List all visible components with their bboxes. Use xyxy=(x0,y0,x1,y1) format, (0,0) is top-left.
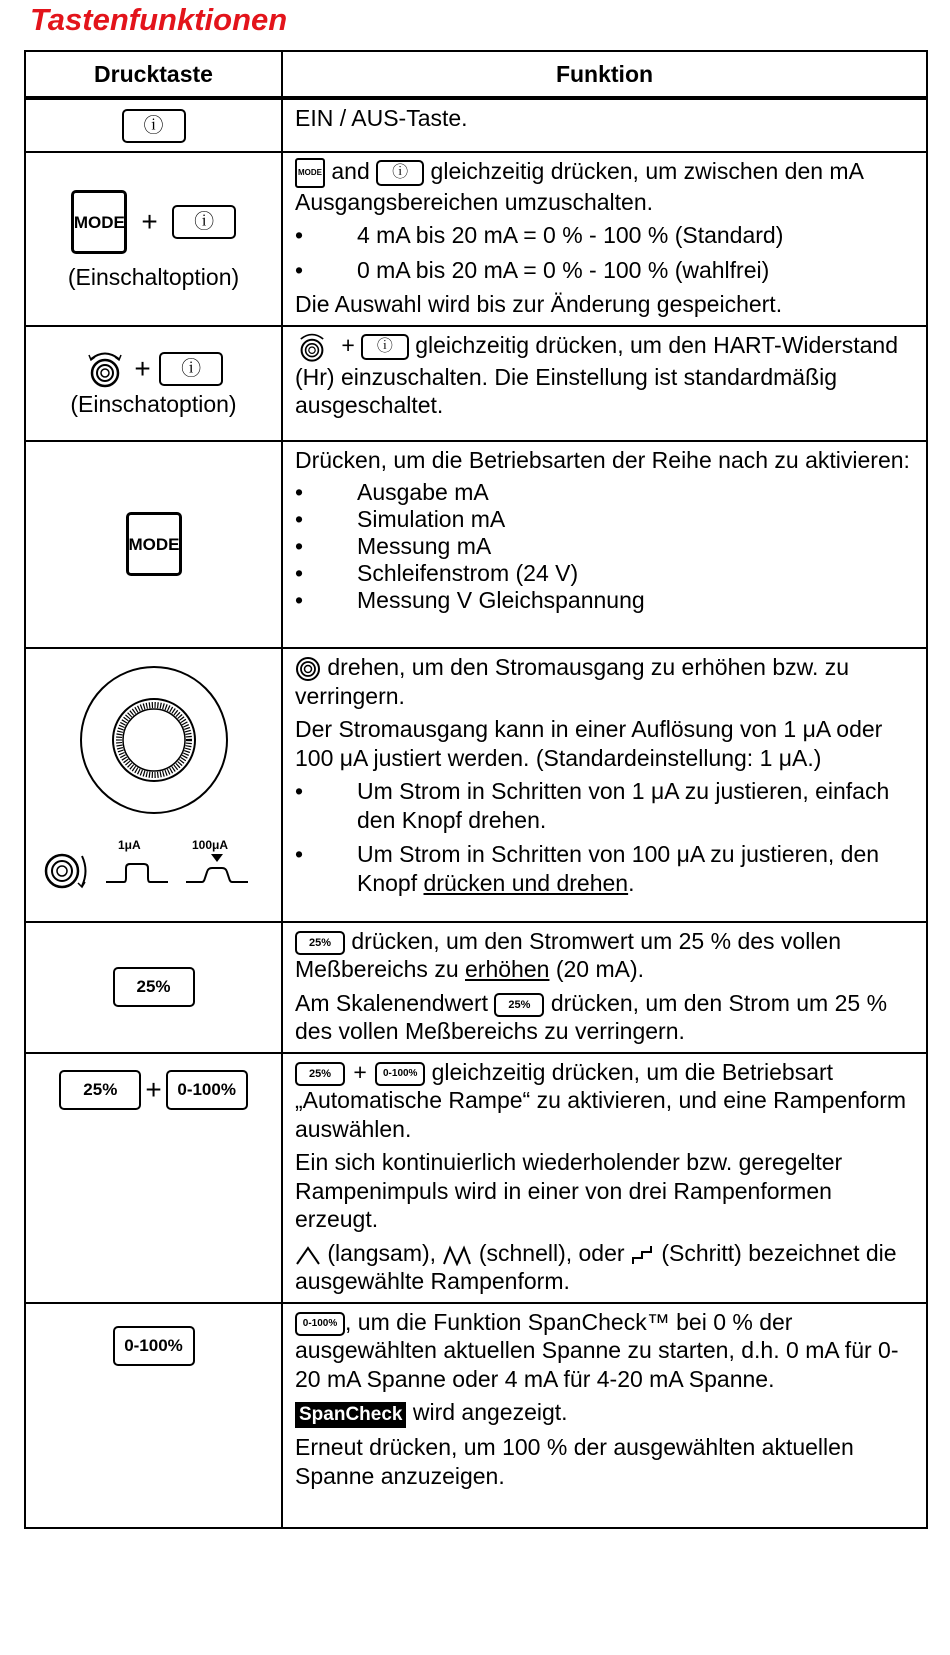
list-item: • Simulation mA xyxy=(295,506,914,533)
row2-text: gleichzeitig drücken, um zwischen den mA Ausgangsbereichen umzuschalten. xyxy=(295,158,863,215)
key-cell xyxy=(25,922,282,1053)
row7-p2: Ein sich kontinuierlich wiederholender bzw. geregelter Rampenimpuls wird in einer von drei Rampenformen erzeugt. xyxy=(295,1149,843,1233)
list-item: • Um Strom in Schritten von 1 μA zu justieren, einfach den Knopf drehen. xyxy=(295,777,914,834)
power-key-inline: ⓘ xyxy=(361,334,409,360)
rotary-knob-icon xyxy=(84,349,126,389)
power-key: ⓘ xyxy=(172,205,236,239)
row7-p1: gleichzeitig drücken, um die Betriebsart „Automatische Rampe“ zu aktivieren, und eine Rampenform auswählen. xyxy=(295,1058,907,1142)
plus-sign: + xyxy=(353,1058,367,1085)
row1-text: EIN / AUS-Taste. xyxy=(295,105,468,131)
row6-p2-b: drücken, um den Strom um 25 % des vollen Meßbereichs zu verringern. xyxy=(295,989,888,1045)
function-cell xyxy=(282,1053,927,1303)
row6-p1-b: (20 mA). xyxy=(549,956,645,983)
key-cell xyxy=(25,1303,282,1528)
function-cell xyxy=(282,922,927,1053)
row5-b2-underlined: drücken und drehen xyxy=(423,869,629,896)
plus-sign: + xyxy=(141,206,158,238)
row6-p1-underlined: erhöhen xyxy=(465,956,550,983)
row7-p3-end: bezeichnet die ausgewählte Rampenform. xyxy=(295,1239,897,1295)
plus-sign: + xyxy=(341,332,355,358)
row2-footer: Die Auswahl wird bis zur Änderung gespeichert. xyxy=(295,291,783,318)
row2-and: and xyxy=(325,158,377,184)
list-item: • 0 mA bis 20 mA = 0 % - 100 % (wahlfrei) xyxy=(295,256,914,285)
pct-25-key: 25% xyxy=(59,1070,141,1110)
pct-25-key-inline: 25% xyxy=(295,1062,345,1086)
function-cell xyxy=(282,326,927,441)
function-cell xyxy=(282,441,927,648)
mode-key: MODE xyxy=(71,190,127,254)
mode-key: MODE xyxy=(126,512,182,576)
page-title: Tastenfunktionen xyxy=(30,2,288,37)
list-item xyxy=(295,840,914,897)
function-cell xyxy=(282,98,927,152)
table-row xyxy=(25,1303,927,1528)
header-drucktaste: Drucktaste xyxy=(25,51,282,98)
row5-p1: drehen, um den Stromausgang zu erhöhen bzw. zu verringern. xyxy=(295,653,850,709)
row6-p1-a: drücken, um den Stromwert um 25 % des vollen Meßbereichs zu xyxy=(295,927,842,983)
plus-sign: + xyxy=(134,352,151,384)
power-key: ⓘ xyxy=(159,352,223,386)
table-row xyxy=(25,1053,927,1303)
key-cell xyxy=(25,98,282,152)
key-cell xyxy=(25,648,282,922)
power-key-inline: ⓘ xyxy=(376,160,424,186)
row3-text: gleichzeitig drücken, um den HART-Widerstand (Hr) einzuschalten. Die Einstellung ist standardmäßig ausgeschaltet. xyxy=(295,332,899,419)
range-0-100-key: 0-100% xyxy=(113,1326,195,1366)
range-0-100-key-inline: 0-100% xyxy=(375,1062,425,1086)
pct-25-key: 25% xyxy=(113,967,195,1007)
power-key: ⓘ xyxy=(122,109,186,143)
ramp-slow-icon xyxy=(295,1244,321,1266)
function-cell xyxy=(282,648,927,922)
row8-p1: , um die Funktion SpanCheck™ bei 0 % der ausgewählten aktuellen Spanne zu starten, d.h. 0 mA für 0-20 mA Spanne oder 4 mA für 4-20 mA Spanne. xyxy=(295,1308,899,1392)
list-item: • Messung mA xyxy=(295,533,914,560)
option-caption: (Einschaltoption) xyxy=(67,264,240,291)
table-row xyxy=(25,326,927,441)
option-caption: (Einschatoption) xyxy=(70,390,237,417)
range-0-100-key-inline: 0-100% xyxy=(295,1312,345,1336)
table-header xyxy=(25,51,927,98)
ramp-step-icon xyxy=(631,1244,655,1266)
ramp-fast-label: (schnell), oder xyxy=(472,1239,631,1266)
key-cell xyxy=(25,441,282,648)
mode-key-inline: MODE xyxy=(295,158,325,188)
row8-p2: wird angezeigt. xyxy=(406,1399,568,1426)
plus-sign: + xyxy=(145,1073,162,1105)
ramp-step-label: (Schritt) xyxy=(654,1239,742,1266)
button-released-icon xyxy=(104,854,170,886)
spancheck-badge: SpanCheck xyxy=(295,1402,406,1428)
key-cell xyxy=(25,326,282,441)
row6-p2-a: Am Skalenendwert xyxy=(295,989,495,1016)
key-functions-table xyxy=(24,50,928,1529)
label-1ua: 1μA xyxy=(118,837,141,852)
function-cell xyxy=(282,152,927,326)
table-row xyxy=(25,648,927,922)
function-cell xyxy=(282,1303,927,1528)
table-row xyxy=(25,922,927,1053)
rotate-knob-icon xyxy=(42,848,90,894)
row5-p2: Der Stromausgang kann in einer Auflösung von 1 μA oder 100 μA justiert werden. (Standardeinstellung: 1 μA.) xyxy=(295,716,883,771)
list-item: • 4 mA bis 20 mA = 0 % - 100 % (Standard) xyxy=(295,221,914,250)
table-row xyxy=(25,441,927,648)
range-0-100-key: 0-100% xyxy=(166,1070,248,1110)
row4-text: Drücken, um die Betriebsarten der Reihe nach zu aktivieren: xyxy=(295,446,910,473)
row5-b2-a: Um Strom in Schritten von 100 μA zu justieren, den Knopf xyxy=(357,841,880,896)
key-cell xyxy=(25,152,282,326)
key-cell xyxy=(25,1053,282,1303)
rotary-knob-large-icon xyxy=(79,665,229,815)
pct-25-key-inline: 25% xyxy=(494,993,544,1017)
ramp-fast-icon xyxy=(442,1244,472,1266)
table-row xyxy=(25,98,927,152)
label-100ua: 100μA xyxy=(192,837,229,852)
row5-b2-b: . xyxy=(628,869,635,896)
pct-25-key-inline: 25% xyxy=(295,931,345,955)
button-pressed-icon xyxy=(184,852,250,886)
rotary-knob-icon xyxy=(295,331,329,363)
rotary-knob-icon xyxy=(295,656,321,682)
header-funktion: Funktion xyxy=(282,51,927,98)
list-item: • Messung V Gleichspannung xyxy=(295,587,914,614)
table-row xyxy=(25,152,927,326)
list-item: • Schleifenstrom (24 V) xyxy=(295,560,914,587)
row8-p3: Erneut drücken, um 100 % der ausgewählten aktuellen Spanne anzuzeigen. xyxy=(295,1434,854,1489)
list-item: • Ausgabe mA xyxy=(295,479,914,506)
ramp-slow-label: (langsam), xyxy=(321,1239,443,1266)
